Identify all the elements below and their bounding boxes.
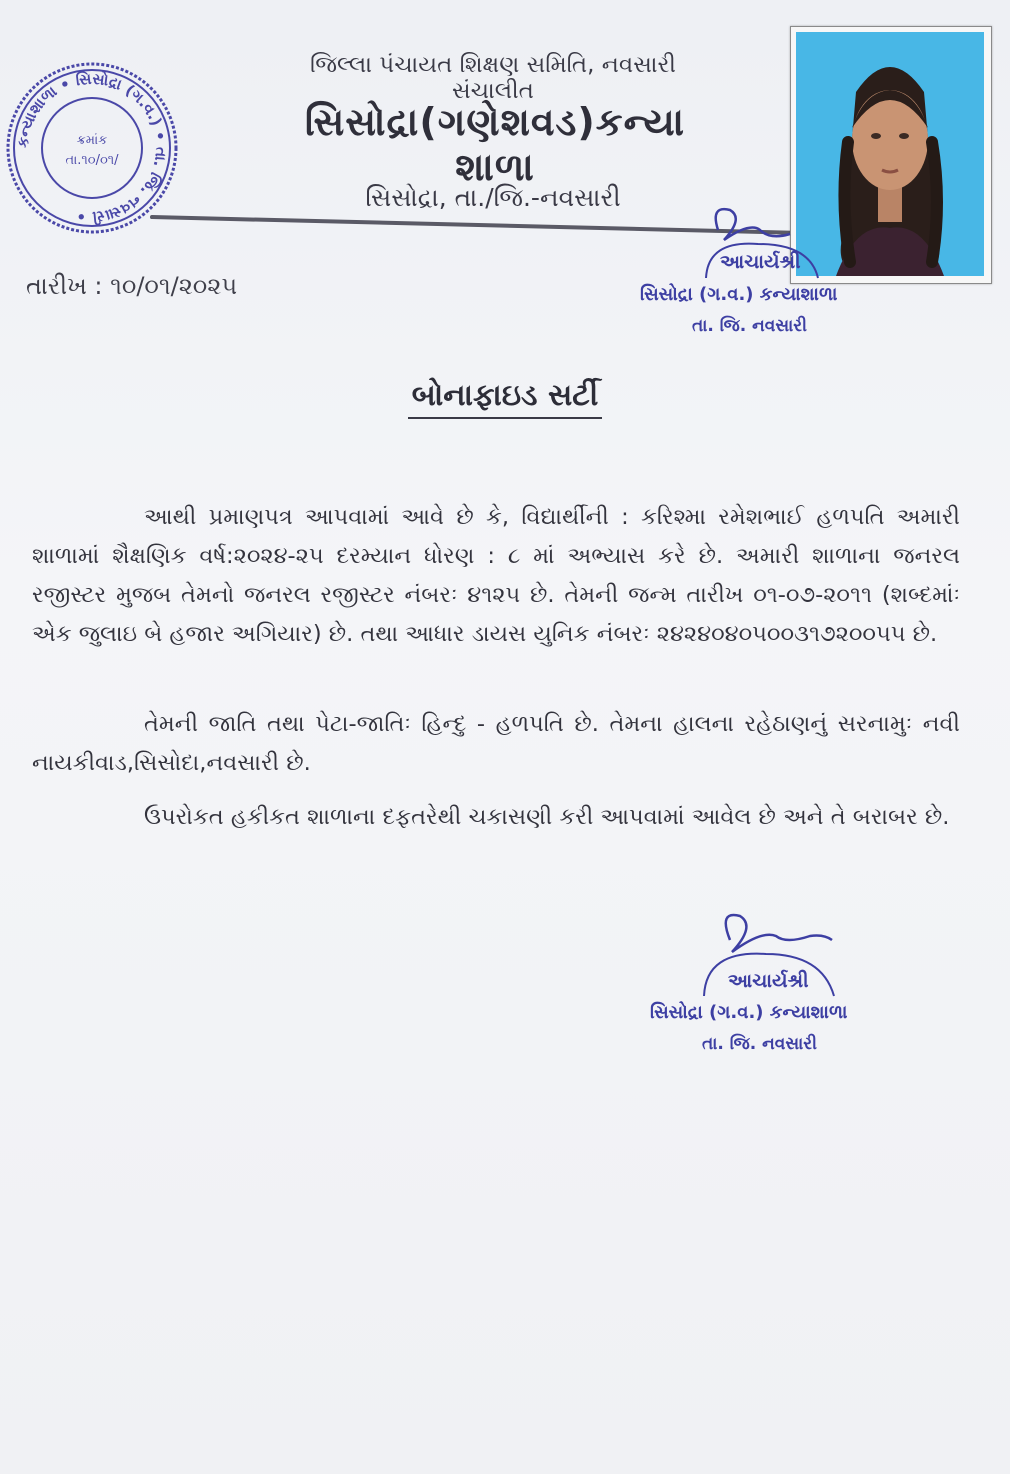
- bottom-principal-place: તા. જિ. નવસારી: [702, 1034, 817, 1054]
- school-address: સિસોદ્રા, તા./જિ.-નવસારી: [365, 183, 621, 212]
- certificate-title-wrap: [0, 378, 1010, 413]
- school-name: સિસોદ્રા(ગણેશવડ)કન્યા શાળા: [304, 100, 686, 189]
- certificate-date: તારીખ : ૧૦/૦૧/૨૦૨૫: [26, 272, 238, 300]
- bottom-principal-school: સિસોદ્રા (ગ.વ.) કન્યાશાળા: [650, 1002, 848, 1023]
- body-paragraph-3: [32, 798, 960, 837]
- body-text-1: આથી પ્રમાણપત્ર આપવામાં આવે છે કે, વિદ્યાર્થીની : કરિશ્મા રમેશભાઈ હળપતિ અમારી શાળામાં શૈક્ષણિક વર્ષ:૨૦૨૪-૨૫ દરમ્યાન ધોરણ : ૮ માં અભ્યાસ કરે છે. અમારી શાળાના જનરલ રજીસ્ટર મુજબ તેમનો જનરલ રજીસ્ટર નંબરઃ ૪૧૨૫ છે. તેમની જન્મ તારીખ ૦૧-૦૭-૨૦૧૧ (શબ્દમાંઃ એક જુલાઇ બે હજાર અગિયાર) છે. તથા આધાર ડાયસ યુનિક નંબરઃ ૨૪૨૪૦૪૦૫૦૦૩૧૭૨૦૦૫૫ છે.: [32, 504, 960, 647]
- bottom-principal-title: આચાર્યશ્રી: [728, 970, 809, 992]
- top-principal-title: આચાર્યશ્રી: [720, 251, 801, 273]
- seal-inner-line2: તા.૧૦/૦૧/: [65, 153, 119, 168]
- body-text-3: ઉપરોકત હકીકત શાળાના દફતરેથી ચકાસણી કરી આપવામાં આવેલ છે અને તે બરાબર છે.: [144, 804, 950, 830]
- seal-inner-line1: ક્રમાંક: [76, 133, 108, 148]
- seal-ring-text: કન્યાશાળા • સિસોદ્રા (ગ.વ.) • તા. જિ. નવસારી •: [13, 69, 171, 227]
- body-paragraph-2: [32, 705, 960, 783]
- body-text-2: તેમની જાતિ તથા પેટા-જાતિઃ હિન્દુ - હળપતિ છે. તેમના હાલના રહેઠાણનું સરનામુઃ નવી નાયકીવાડ,સિસોદા,નવસારી છે.: [32, 711, 960, 776]
- committee-line: જિલ્લા પંચાયત શિક્ષણ સમિતિ, નવસારી સંચાલીત: [310, 52, 676, 104]
- top-principal-stamp: [640, 200, 900, 340]
- principal-signature-icon: [700, 200, 820, 290]
- certificate-title: બોનાફાઇડ સર્ટી: [408, 378, 603, 419]
- top-principal-place: તા. જિ. નવસારી: [692, 316, 807, 336]
- top-principal-school: સિસોદ્રા (ગ.વ.) કન્યાશાળા: [640, 284, 838, 305]
- school-seal-icon: [4, 60, 180, 236]
- body-paragraph-1: [32, 498, 960, 654]
- bottom-principal-stamp: [650, 900, 910, 1060]
